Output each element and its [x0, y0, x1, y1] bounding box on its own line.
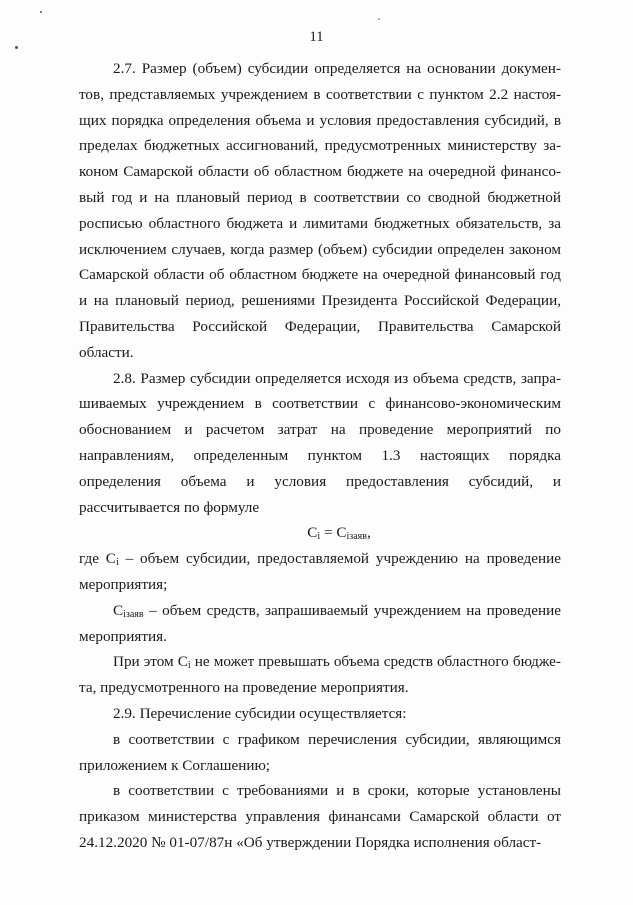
where-text: – объем субсидии, предоставляемой учреждению на проведение мероприятия;	[79, 550, 562, 593]
paragraph-2-9-item-schedule: в соответствии с графиком перечисления субсидии, являющимся приложением к Соглашению;	[79, 730, 561, 774]
scan-speck	[378, 18, 380, 20]
note-subscript: i	[187, 660, 191, 672]
formula-left: C	[307, 524, 318, 542]
paragraph-2-8: 2.8. Размер субсидии определяется исходя из объема средств, запрашиваемых учреждением в соответствии с финансово-экономическим обоснованием и расчетом затрат на проведение мероприятий по направлениям, определенным пунктом 1.3 настоящих порядка определения объема и условия предоставления субсидий, и рассчитывается по формуле	[79, 369, 561, 516]
page-number: 11	[309, 29, 324, 45]
formula-left-subscript: i	[317, 531, 321, 543]
def-text: – объем средств, запрашиваемый учреждением на проведение мероприятия.	[79, 601, 561, 645]
scan-speck	[15, 46, 18, 49]
formula-right: C	[336, 524, 347, 542]
note-prefix: При этом C	[113, 653, 188, 671]
where-subscript: i	[115, 557, 119, 569]
document-body	[79, 56, 561, 856]
paragraph-2-9: 2.9. Перечисление субсидии осуществляется:	[113, 704, 407, 722]
scan-speck	[40, 11, 42, 13]
paragraph-2-9-item-requirements: в соответствии с требованиями и в сроки, которые установлены приказом министерства управления финансами Самарской области от 24.12.2020 № 01-07/87н «Об утверждении Порядка исполнения област-	[79, 782, 561, 851]
def-subscript: iзаяв	[123, 608, 144, 620]
note-text: не может превышать объема средств областного бюджета, предусмотренного на проведение мероприятия.	[79, 653, 561, 697]
paragraph-2-7: 2.7. Размер (объем) субсидии определяется на основании документов, представляемых учреждением в соответствии с пунктом 2.2 настоящих порядка определения объема и условия предоставления субсидий, в пределах бюджетных ассигнований, предусмотренных министерству законом Самарской области об областном бюджете на очередной финансовый год и на плановый период в соответствии со сводной бюджетной росписью областного бюджета и лимитами бюджетных обязательств, за исключением случаев, когда размер (объем) субсидии определен законом Самарской области об областном бюджете на очередной финансовый год и на плановый период, решениями Президента Российской Федерации, Правительства Российской Федерации, Правительства Самарской области.	[79, 60, 561, 361]
formula	[79, 520, 561, 546]
requested-definition	[79, 598, 561, 650]
where-prefix: где C	[79, 550, 116, 568]
formula-equals: =	[320, 524, 337, 542]
limit-note	[79, 649, 561, 701]
def-prefix: C	[113, 601, 124, 619]
formula-right-subscript: iзаяв	[346, 531, 367, 543]
formula-trail: ,	[366, 524, 371, 542]
where-definition	[79, 546, 561, 598]
